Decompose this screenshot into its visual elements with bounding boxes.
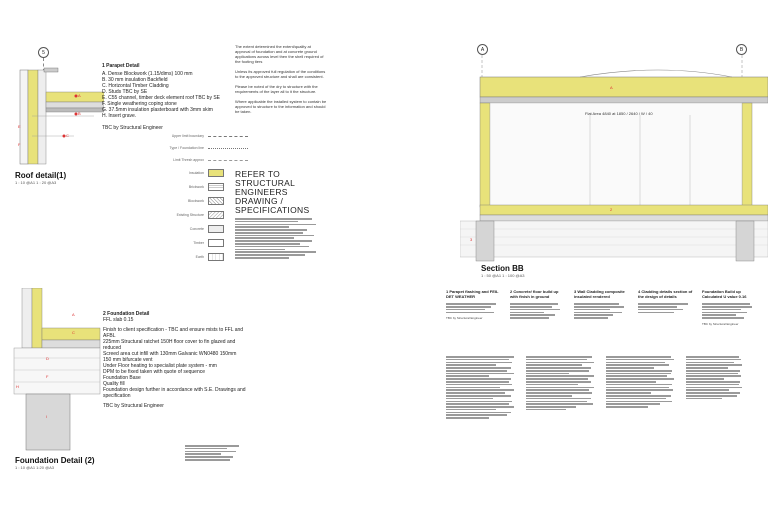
svg-text:D: D bbox=[46, 356, 49, 361]
roof-note-d: D. Studs TBC by SE bbox=[102, 89, 148, 95]
roof-detail-drawing bbox=[14, 66, 104, 168]
legend-label: Upper limit boundary bbox=[171, 134, 204, 138]
svg-text:I: I bbox=[46, 414, 48, 419]
section-inner-label: Flat Area 4840 at 1850 / 2640 / W / 40 bbox=[585, 111, 653, 116]
roof-note-b: B. 30 mm insulation Backfield bbox=[102, 77, 168, 83]
earth-swatch bbox=[208, 253, 224, 261]
block-swatch bbox=[208, 197, 224, 205]
roof-note-c: C. Horizontal Timber Cladding bbox=[102, 83, 169, 89]
general-note-4: Where applicable the installed system to contain be approved to structure to the information and should be taken. bbox=[235, 99, 327, 114]
spec-text-block bbox=[686, 356, 746, 420]
svg-text:B: B bbox=[78, 111, 81, 116]
spec-text-block bbox=[526, 356, 598, 420]
grid-bubble-a: A bbox=[477, 44, 488, 55]
spec-column bbox=[446, 290, 502, 326]
foundation-detail-notes bbox=[103, 311, 253, 409]
foundation-note-a: Finish to client specification - TBC and ensure mists to FFL and AFBL bbox=[103, 327, 244, 339]
foundation-note-h: Quality fill bbox=[103, 381, 125, 387]
spec-text-block bbox=[606, 356, 678, 420]
grid-bubble-b: B bbox=[736, 44, 747, 55]
svg-text:H: H bbox=[16, 384, 19, 389]
roof-note-g: G. 37.5mm insulation plasterboard with 3mm skim bbox=[102, 107, 213, 113]
legend-label: Concrete bbox=[189, 227, 204, 231]
roof-notes-title: 1 Parapet Detail bbox=[102, 63, 140, 69]
foundation-notes-sub: FFL slab 0.15 bbox=[103, 317, 134, 323]
section-caption-title: Section BB bbox=[481, 264, 524, 273]
roof-tbc-note: TBC by Structural Engineer bbox=[102, 125, 163, 131]
spec-column-head: 3 Wall Cladding composite insulated rendered bbox=[574, 289, 625, 299]
foundation-note-b: 225mm Structural ratchet 150H floor cover to fin glazed and reduced bbox=[103, 339, 236, 351]
svg-text:F: F bbox=[46, 374, 49, 379]
general-note-1: The extent determined the extent/quality at approval of foundation and at concrete ground applications across level then the shell required of the footing tiers bbox=[235, 44, 324, 64]
legend-label: Type / Foundation line bbox=[169, 146, 204, 150]
roof-note-e: E. C55 channel, timber deck element roof TBC by SE bbox=[102, 95, 221, 101]
foundation-note-g: Foundation Base bbox=[103, 375, 141, 381]
brick-swatch bbox=[208, 183, 224, 191]
spec-columns bbox=[446, 290, 758, 326]
foundation-note-d: 150 mm bifurcate vent bbox=[103, 357, 153, 363]
spec-column bbox=[702, 290, 758, 326]
general-note-2: Unless its approved full regulation of the conditions to the approved structure and shall are consistent. bbox=[235, 69, 326, 79]
legend-label: Existing Structure bbox=[176, 213, 204, 217]
foundation-detail-caption bbox=[15, 456, 95, 470]
revision-table bbox=[185, 445, 245, 462]
legend-line-swatch bbox=[208, 160, 248, 161]
legend-label: Blockwork bbox=[188, 199, 204, 203]
spec-column bbox=[510, 290, 566, 326]
grid-bubble-5: 5 bbox=[38, 47, 49, 58]
section-caption-sub: 1 : 50 @A1 1 : 100 @A3 bbox=[481, 273, 525, 278]
svg-text:C: C bbox=[72, 330, 75, 335]
roof-caption-title: Roof detail(1) bbox=[15, 171, 67, 180]
roof-caption-sub: 1 : 10 @A1 1 : 20 @A3 bbox=[15, 180, 57, 185]
spec-column-head: Foundation Build up Calculated U value 0.16 bbox=[702, 289, 747, 299]
spec-column bbox=[574, 290, 630, 326]
insulation-swatch bbox=[208, 169, 224, 177]
svg-text:F: F bbox=[18, 142, 21, 147]
general-notes-lower bbox=[235, 218, 325, 260]
concrete-swatch bbox=[208, 225, 224, 233]
legend-label: Limit Thresh approx bbox=[173, 158, 204, 162]
foundation-tbc-note: TBC by Structural Engineer bbox=[103, 403, 164, 409]
legend-label: Brickwork bbox=[188, 185, 204, 189]
svg-text:A: A bbox=[610, 85, 613, 90]
spec-column-head: 1 Parapet flashing and FEIL DET WEATHER bbox=[446, 289, 499, 299]
foundation-note-e: Under Floor heating to specialist plate system - mm bbox=[103, 363, 217, 369]
legend-label: Earth bbox=[195, 255, 204, 259]
spec-column-note: TBC by Structural Engineer bbox=[446, 316, 483, 321]
section-bb-caption bbox=[481, 264, 524, 278]
roof-detail-caption bbox=[15, 171, 66, 185]
foundation-caption-sub: 1 : 10 @A1 1:20 @A3 bbox=[15, 465, 55, 470]
spec-column bbox=[638, 290, 694, 326]
general-note-3: Please be noted of the dry to structure with the requirements of the layer all to it the structure. bbox=[235, 84, 318, 94]
refer-structural-note: REFER TO STRUCTURAL ENGINEERS DRAWING / SPECIFICATIONS bbox=[235, 169, 310, 215]
spec-column-note: TBC by Structural Engineer bbox=[702, 321, 739, 326]
foundation-caption-title: Foundation Detail (2) bbox=[15, 456, 95, 465]
roof-note-h: H. Insert grave. bbox=[102, 113, 137, 119]
spec-column-head: 2 Concrete/ floor build up with finish in ground bbox=[510, 289, 559, 299]
legend-row bbox=[160, 130, 248, 142]
svg-text:A: A bbox=[72, 312, 75, 317]
section-bb-drawing bbox=[460, 55, 768, 265]
foundation-note-c: Screed area cut infill with 130mm Galvanic WN0480 150mm bbox=[103, 351, 237, 357]
spec-text-blocks bbox=[446, 356, 758, 420]
foundation-note-i: Foundation design further in accordance with S.E. Drawings and specification bbox=[103, 387, 246, 399]
spec-column-head: 4 Cladding details section of the design of details bbox=[638, 289, 693, 299]
svg-text:E: E bbox=[18, 124, 21, 129]
general-notes bbox=[235, 44, 327, 114]
foundation-notes-title: 2 Foundation Detail bbox=[103, 311, 150, 317]
svg-text:2: 2 bbox=[610, 207, 613, 212]
roof-detail-notes bbox=[102, 63, 222, 131]
legend-label: Timber bbox=[193, 241, 204, 245]
roof-note-f: F. Single weathering coping stone bbox=[102, 101, 177, 107]
hatch-swatch bbox=[208, 211, 224, 219]
legend-line-swatch bbox=[208, 148, 248, 149]
svg-text:C: C bbox=[66, 133, 69, 138]
foundation-note-f: DPM to be fixed taken with quote of sequence bbox=[103, 369, 206, 375]
legend-label: Insulation bbox=[189, 171, 204, 175]
roof-note-a: A. Dense Blockwork (1.15/dims) 100 mm bbox=[102, 71, 193, 77]
legend-line-swatch bbox=[208, 136, 248, 137]
spec-text-block bbox=[446, 356, 518, 420]
legend-row bbox=[160, 142, 248, 154]
legend-row bbox=[160, 154, 248, 166]
svg-text:A: A bbox=[78, 93, 81, 98]
foundation-detail-drawing bbox=[6, 288, 102, 456]
timber-swatch bbox=[208, 239, 224, 247]
svg-text:3: 3 bbox=[470, 237, 473, 242]
